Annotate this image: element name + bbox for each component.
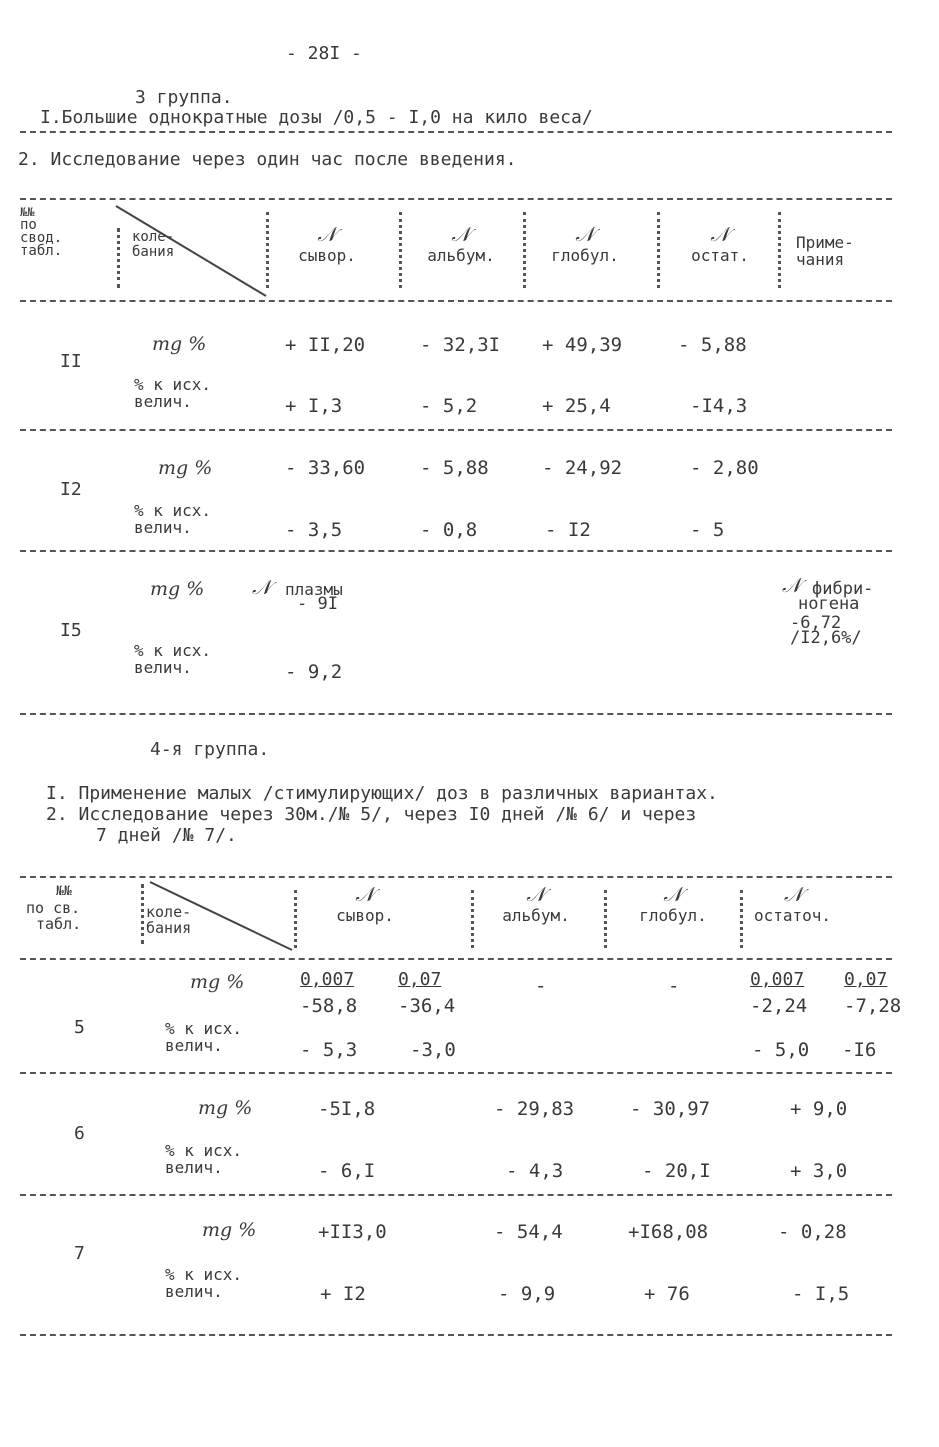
cell-albumin: - 4,3: [506, 1160, 564, 1182]
n-symbol: 𝒩: [317, 222, 337, 246]
cell-albumin: - 5,2: [420, 395, 478, 417]
cell-albumin: - 5,88: [420, 457, 489, 479]
cell-ostatok: + 9,0: [790, 1098, 848, 1120]
dose-label: 0,07: [398, 969, 442, 990]
group4-title: 4-я группа.: [150, 739, 270, 760]
cell-syvor: - 33,60: [285, 457, 366, 479]
cell-ostatok: -I6: [842, 1039, 877, 1061]
cell-globulin: - 20,I: [642, 1160, 711, 1182]
header-col-syvor: 𝒩 сывор.: [310, 882, 420, 926]
cell-syvor: -5I,8: [318, 1098, 376, 1120]
cell-ostatok: -2,24: [750, 995, 808, 1017]
header-col-no: №№ по св. табл.: [26, 884, 82, 933]
row-number: II: [60, 351, 82, 372]
cell-ostatok: - 0,28: [778, 1221, 847, 1243]
header-col-kolebaniya: коле- бания: [146, 903, 192, 937]
cell-syvor: + II,20: [285, 334, 366, 356]
header-col-albumin: 𝒩 альбум.: [416, 222, 506, 266]
dose-label: 0,007: [300, 969, 355, 990]
unit-mg-percent: mg %: [158, 457, 213, 479]
cell-syvor: - 9,2: [285, 661, 343, 683]
group3-line1: I.Большие однократные дозы /0,5 - I,0 на кило веса/: [40, 107, 593, 128]
cell-albumin: -: [535, 975, 547, 997]
cell-albumin: - 32,3I: [420, 334, 501, 356]
divider: [20, 1334, 892, 1336]
header-col-ostatok: 𝒩 остаточ.: [754, 882, 874, 926]
n-symbol: 𝒩: [252, 575, 272, 599]
cell-ostatok: -7,28: [844, 995, 902, 1017]
cell-syvor: - 3,5: [285, 519, 343, 541]
cell-syvor: -3,0: [410, 1039, 456, 1061]
cell-syvor: -36,4: [398, 995, 456, 1017]
column-separator: [740, 890, 743, 948]
row-number: 5: [74, 1017, 85, 1038]
cell-syvor: - 5,3: [300, 1039, 358, 1061]
group4-line3: 7 дней /№ 7/.: [96, 825, 237, 846]
header-col-syvor: 𝒩 сывор.: [282, 222, 372, 266]
cell-ostatok: -I4,3: [690, 395, 748, 417]
header-col-notes: Приме- чания: [796, 233, 854, 269]
divider: [20, 429, 892, 431]
column-separator: [657, 212, 660, 288]
divider: [20, 550, 892, 552]
header-col-globulin: 𝒩 глобул.: [540, 222, 630, 266]
divider: [20, 713, 892, 715]
group3-title: 3 группа.: [135, 87, 233, 108]
column-separator: [778, 212, 781, 288]
cell-syvor: +II3,0: [318, 1221, 387, 1243]
row-number: I2: [60, 479, 82, 500]
column-separator: [604, 890, 607, 948]
n-symbol: 𝒩: [663, 882, 683, 906]
unit-mg-percent: mg %: [152, 333, 207, 355]
cell-globulin: - I2: [545, 519, 591, 541]
cell-globulin: -: [668, 975, 680, 997]
divider: [20, 131, 892, 133]
cell-ostatok: - 5,88: [678, 334, 747, 356]
cell-ostatok: - I,5: [792, 1283, 850, 1305]
cell-syvor: -58,8: [300, 995, 358, 1017]
cell-ostatok: - 5: [690, 519, 725, 541]
header-col-kolebaniya: коле- бания: [132, 229, 175, 260]
note-fibrinogen: фибри- ногена -6,72 /I2,6%/: [790, 579, 874, 648]
unit-mg-percent: mg %: [198, 1097, 253, 1119]
cell-globulin: + 76: [644, 1283, 690, 1305]
cell-ostatok: + 3,0: [790, 1160, 848, 1182]
cell-albumin: - 54,4: [494, 1221, 563, 1243]
column-separator: [266, 212, 269, 288]
divider: [20, 1072, 892, 1074]
cell-globulin: + 25,4: [542, 395, 611, 417]
unit-percent-initial: % к исх. велич.: [134, 501, 212, 537]
row-number: 7: [74, 1243, 85, 1264]
plasma-label: плазмы - 9I: [285, 580, 343, 614]
cell-syvor: + I,3: [285, 395, 343, 417]
cell-globulin: - 30,97: [630, 1098, 711, 1120]
group4-line1: I. Применение малых /стимулирующих/ доз в различных вариантах.: [46, 783, 718, 804]
unit-percent-initial: % к исх. велич.: [134, 641, 212, 677]
cell-syvor: - 6,I: [318, 1160, 376, 1182]
dose-label: 0,07: [844, 969, 888, 990]
n-symbol: 𝒩: [451, 222, 471, 246]
divider: [20, 1194, 892, 1196]
n-symbol: 𝒩: [355, 882, 375, 906]
n-symbol: 𝒩: [710, 222, 730, 246]
column-separator: [399, 212, 402, 288]
unit-mg-percent: mg %: [202, 1219, 257, 1241]
header-col-ostatok: 𝒩 остат.: [670, 222, 770, 266]
header-col-albumin: 𝒩 альбум.: [484, 882, 588, 926]
column-separator: [523, 212, 526, 288]
cell-albumin: - 9,9: [498, 1283, 556, 1305]
n-symbol: 𝒩: [782, 573, 802, 597]
n-symbol: 𝒩: [784, 882, 804, 906]
divider: [20, 300, 892, 302]
unit-percent-initial: % к исх. велич.: [165, 1141, 243, 1177]
cell-ostatok: - 2,80: [690, 457, 759, 479]
unit-mg-percent: mg %: [190, 971, 245, 993]
column-separator: [471, 890, 474, 948]
unit-percent-initial: % к исх. велич.: [165, 1019, 243, 1055]
unit-mg-percent: mg %: [150, 578, 205, 600]
cell-globulin: - 24,92: [542, 457, 623, 479]
row-number: I5: [60, 620, 82, 641]
header-col-globulin: 𝒩 глобул.: [618, 882, 728, 926]
unit-percent-initial: % к исх. велич.: [165, 1265, 243, 1301]
n-symbol: 𝒩: [575, 222, 595, 246]
cell-albumin: - 29,83: [494, 1098, 575, 1120]
dose-label: 0,007: [750, 969, 805, 990]
divider: [20, 958, 892, 960]
cell-globulin: +I68,08: [628, 1221, 709, 1243]
group4-line2: 2. Исследование через 30м./№ 5/, через I0 дней /№ 6/ и через: [46, 804, 697, 825]
group3-line2: 2. Исследование через один час после введения.: [18, 149, 517, 170]
n-symbol: 𝒩: [526, 882, 546, 906]
cell-albumin: - 0,8: [420, 519, 478, 541]
cell-syvor: + I2: [320, 1283, 366, 1305]
unit-percent-initial: % к исх. велич.: [134, 375, 212, 411]
column-separator: [294, 890, 297, 948]
cell-ostatok: - 5,0: [752, 1039, 810, 1061]
page-number: - 28I -: [286, 43, 362, 64]
header-col-no: №№ по свод. табл.: [20, 205, 63, 259]
cell-globulin: + 49,39: [542, 334, 623, 356]
row-number: 6: [74, 1123, 85, 1144]
